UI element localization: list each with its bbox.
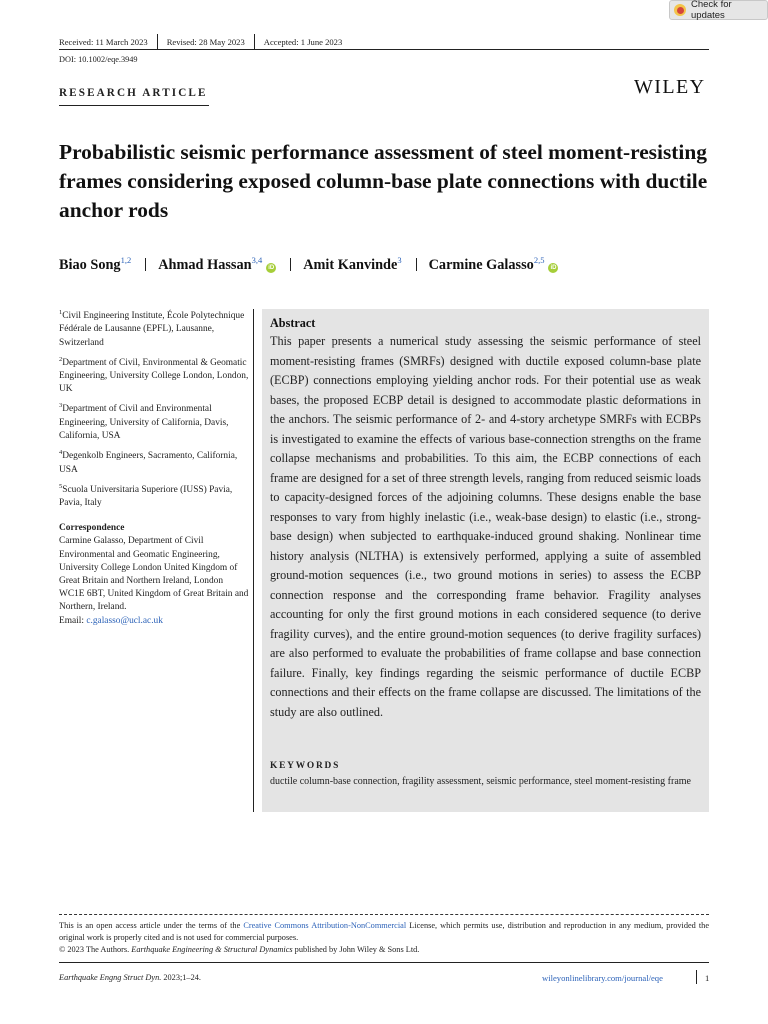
abstract-heading: Abstract — [270, 316, 316, 330]
journal-citation: Earthquake Engng Struct Dyn. 2023;1–24. — [59, 973, 201, 982]
correspondence-heading: Correspondence — [59, 523, 125, 534]
column-divider — [253, 309, 254, 812]
orcid-icon[interactable]: iD — [268, 265, 275, 271]
abstract-body: This paper presents a numerical study assessing the seismic performance of steel moment-resisting frames (SMRFs) designed with ductile exposed column-base plate (ECBP) connections employing yielding anchor rods. For their potential use as weak bases, the proposed ECBP detail is designed to accommodate plastic deformations in the anchors. The seismic performance of 2- and 4-story archetype SMRFs with ECBPs is investigated to examine the effects of various base-connection strengths on the frame collapse mechanisms and probabilities. To this aim, the ECBP connections of each frame are designed for a set of three strength levels, ranging from reduced seismic loads to capacity-designed forces of the adjoining columns. These designs enable the base responses to vary from highly inelastic (i.e., weak-base design) to elastic (i.e., strong-base design) when subjected to earthquake-induced ground shaking. Nonlinear time history analysis (NLTHA) is extensively performed, applying a suite of assembled ground-motion sequences (i.e., two ground motions in series) to assess the ECBP connection response and the corresponding frame behavior. Fragility analyses accounting for only the first ground motions in each considered sequence (to derive fragility curves), and the entire ground-motion sequences (to derive fragility surfaces) are also performed to evaluate the probabilities of frame collapse and base connection failure. Finally, key findings regarding the seismic performance of ductile ECBP connections and their effects on the frame collapse are discussed. The limitations of the study are also outlined. — [270, 334, 701, 719]
affiliation: $^2$Department of Civil, Environmental & Geomatic Engineering, University College London, London, UK — [59, 355, 249, 395]
received-date: Received: 11 March 2023 — [59, 36, 148, 47]
publisher-logo: WILEY — [634, 76, 706, 98]
journal-url-link[interactable]: wileyonlinelibrary.com/journal/eqe — [542, 973, 663, 983]
check-for-updates-label: Check for updates — [691, 0, 732, 21]
author-affil-ref: 2,5 — [533, 255, 545, 265]
author-affil-ref: 3 — [397, 255, 402, 265]
affiliation: $^1$Civil Engineering Institute, École Polytechnique Fédérale de Lausanne (EPFL), Lausanne, Switzerland — [59, 309, 245, 348]
article-type-rule — [59, 105, 209, 106]
correspondence-email-line: Email: c.galasso@ucl.ac.uk — [59, 615, 163, 626]
license-notice: This is an open access article under the terms of the Creative Commons Attribution-NonCommercial License, which permits use, distribution and reproduction in any medium, provided the original work is properly cited and is not used for commercial purposes. — [59, 921, 709, 942]
author-separator — [145, 258, 146, 271]
footer-dashed-rule — [59, 914, 709, 915]
keywords: ductile column-base connection, fragility assessment, seismic performance, steel moment-resisting frame — [270, 776, 691, 787]
correspondence-text: Carmine Galasso, Department of Civil Environmental and Geomatic Engineering, University College London United Kingdom of Great Britain and Northern Ireland, London WC1E 6BT, United Kingdom of Great Britain and Northern, Ireland. — [59, 536, 249, 613]
author-affil-ref: 3,4 — [251, 255, 263, 265]
orcid-icon[interactable]: iD — [550, 265, 557, 271]
keywords-heading: KEYWORDS — [270, 761, 341, 771]
author-name[interactable]: Carmine Galasso$^{2,5}$iD — [428, 255, 557, 273]
doi[interactable]: DOI: 10.1002/eqe.3949 — [59, 55, 138, 64]
author-affil-ref: 1,2 — [120, 255, 132, 265]
affiliation: $^3$Department of Civil and Environmental Engineering, University of California, Davis, California, USA — [59, 402, 229, 441]
affiliation: $^5$Scuola Universitaria Superiore (IUSS) Pavia, Pavia, Italy — [59, 482, 233, 509]
date-separator — [254, 34, 255, 49]
revised-date: Revised: 28 May 2023 — [166, 36, 245, 47]
header-rule — [59, 49, 709, 50]
author-separator — [290, 258, 291, 271]
paper-title: Probabilistic seismic performance assessment of steel moment-resisting frames considering exposed column-base plate connections with ductile anchor rods — [59, 140, 708, 222]
author-name[interactable]: Amit Kanvinde$^3$ — [303, 255, 402, 273]
crossmark-icon — [674, 4, 686, 16]
article-dates — [59, 34, 342, 49]
copyright: © 2023 The Authors. Earthquake Engineering & Structural Dynamics published by John Wiley & Sons Ltd. — [59, 945, 420, 954]
author-name[interactable]: Ahmad Hassan$^{3,4}$iD — [158, 255, 275, 273]
author-name[interactable]: Biao Song$^{1,2}$ — [59, 255, 132, 273]
email-link[interactable]: c.galasso@ucl.ac.uk — [86, 615, 163, 626]
footer-separator — [696, 970, 697, 984]
date-separator — [157, 34, 158, 49]
license-link[interactable]: Creative Commons Attribution-NonCommercial — [243, 921, 407, 930]
page-number: 1 — [705, 973, 710, 983]
author-list — [59, 255, 558, 274]
accepted-date: Accepted: 1 June 2023 — [263, 36, 343, 47]
footer-rule — [59, 962, 709, 963]
affiliations — [59, 306, 249, 628]
check-for-updates-button[interactable] — [669, 0, 768, 20]
article-type: RESEARCH ARTICLE — [59, 87, 208, 99]
author-separator — [416, 258, 417, 271]
affiliation: $^4$Degenkolb Engineers, Sacramento, California, USA — [59, 449, 238, 475]
